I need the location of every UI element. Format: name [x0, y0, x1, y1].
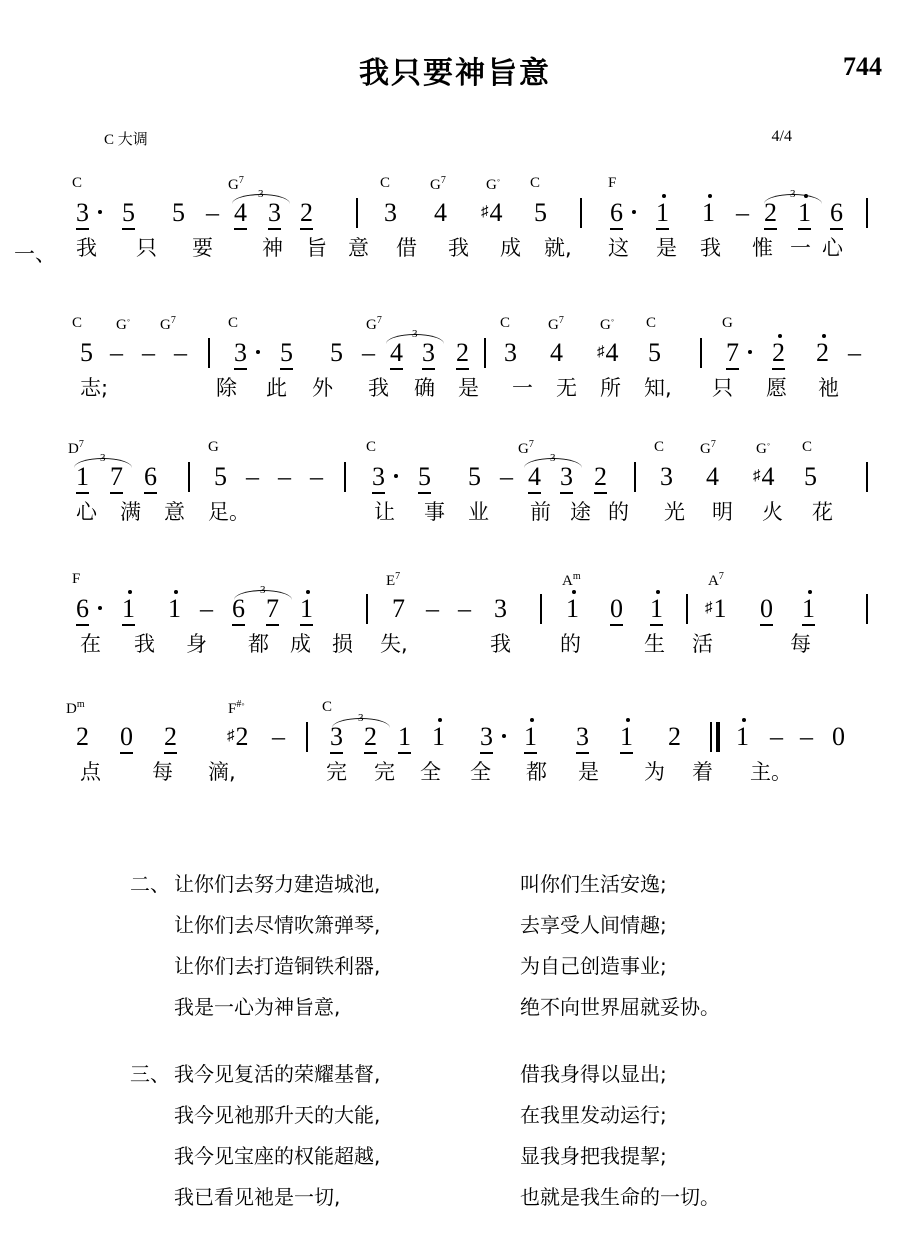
octave-dot-icon — [128, 590, 132, 594]
chord-symbol: F — [72, 571, 81, 587]
lyric-syllable: 滴, — [208, 760, 236, 784]
note-number: 6 — [830, 200, 843, 226]
note-number: 4 — [528, 464, 541, 490]
chord-symbol: $G^7$ — [160, 315, 176, 333]
verse-text-second-half: 为自己创造事业; — [520, 954, 667, 978]
verse-text-first-half: 我今见复活的荣耀基督, — [174, 1062, 381, 1086]
note-number: 4 — [550, 338, 563, 367]
lyric-syllable: 是 — [656, 236, 677, 260]
note-number: 5 — [122, 200, 135, 226]
lyric-syllable: 足。 — [208, 500, 250, 524]
octave-dot-icon — [174, 590, 178, 594]
note-number: 0 — [760, 596, 773, 622]
lyric-syllable: 我 — [76, 236, 97, 260]
lyric-row — [0, 498, 910, 538]
note-dash: – — [770, 722, 783, 751]
triplet-marker: 3 — [790, 188, 796, 200]
note-dash: – — [800, 722, 813, 751]
note-number: 1 — [76, 464, 89, 490]
note-number: 2 — [764, 200, 777, 226]
lyric-syllable: 外 — [312, 376, 333, 400]
lyric-syllable: 我 — [448, 236, 469, 260]
lyric-syllable: 完 — [374, 760, 395, 784]
lyric-syllable: 在 — [80, 632, 101, 656]
note-number: 3 — [384, 198, 397, 227]
chord-symbol: G◦ — [756, 439, 771, 457]
chord-symbol: C — [802, 439, 813, 455]
barline — [344, 462, 346, 492]
music-system — [0, 572, 910, 670]
barline — [700, 338, 702, 368]
note-number: 1 — [566, 594, 579, 623]
lyric-syllable: 光 — [664, 500, 685, 524]
barline — [484, 338, 486, 368]
verse-text-second-half: 绝不向世界屈就妥协。 — [520, 995, 720, 1019]
note-number: 5 — [418, 464, 431, 490]
note-number: 1 — [798, 200, 811, 226]
chord-symbol: C — [654, 439, 665, 455]
music-system — [0, 176, 910, 274]
final-barline — [716, 722, 720, 752]
note-number: 5 — [280, 340, 293, 366]
duration-dot-icon — [256, 350, 260, 354]
chord-symbol: $G^7$ — [518, 439, 534, 457]
note-dash: – — [848, 338, 861, 367]
octave-dot-icon — [438, 718, 442, 722]
music-system — [0, 316, 910, 414]
chord-symbol: C — [72, 315, 83, 331]
chord-symbol: C — [366, 439, 377, 455]
verse-label: 二、 — [130, 872, 170, 896]
octave-dot-icon — [808, 590, 812, 594]
note-number: 3 — [76, 200, 89, 226]
note-number: ♯ 4 — [754, 464, 775, 490]
note-number: 1 — [736, 722, 749, 751]
lyric-syllable: 借 — [396, 236, 417, 260]
note-number: ♯ 2 — [228, 724, 249, 750]
octave-dot-icon — [572, 590, 576, 594]
octave-dot-icon — [708, 194, 712, 198]
note-number: 6 — [76, 596, 89, 622]
music-system — [0, 440, 910, 538]
note-dash: – — [200, 594, 213, 623]
note-number: 5 — [80, 338, 93, 367]
note-number: 3 — [480, 724, 493, 750]
lyric-syllable: 就, — [544, 236, 572, 260]
octave-dot-icon — [804, 194, 808, 198]
octave-dot-icon — [742, 718, 746, 722]
note-number: 4 — [390, 340, 403, 366]
note-number: 3 — [576, 724, 589, 750]
note-number: 1 — [656, 200, 669, 226]
chord-symbol: $D^m$ — [66, 699, 85, 717]
lyric-syllable: 知, — [644, 376, 672, 400]
lyric-syllable: 只 — [712, 376, 733, 400]
lyric-syllable: 着 — [692, 760, 713, 784]
lyric-syllable: 除 — [216, 376, 237, 400]
duration-dot-icon — [98, 210, 102, 214]
verse-text-first-half: 我是一心为神旨意, — [174, 995, 341, 1019]
lyric-row — [0, 758, 910, 798]
verse-line — [130, 991, 830, 1032]
note-number: 2 — [364, 724, 377, 750]
chord-symbol: $G^7$ — [366, 315, 382, 333]
lyric-syllable: 这 — [608, 236, 629, 260]
lyric-syllable: 成 — [290, 632, 311, 656]
chord-symbol: C — [530, 175, 541, 191]
note-number: 3 — [234, 340, 247, 366]
lyric-syllable: 让 — [374, 500, 395, 524]
lyric-syllable: 要 — [192, 236, 213, 260]
duration-dot-icon — [748, 350, 752, 354]
note-number: 1 — [168, 594, 181, 623]
verse-text-first-half: 让你们去努力建造城池, — [174, 872, 381, 896]
note-number: 2 — [772, 340, 785, 366]
verse-line — [130, 950, 830, 991]
lyric-syllable: 意 — [164, 500, 185, 524]
note-number: 2 — [300, 200, 313, 226]
lyric-syllable: 为 — [644, 760, 665, 784]
note-number: 6 — [232, 596, 245, 622]
triplet-marker: 3 — [550, 452, 556, 464]
chord-symbol: G◦ — [600, 315, 615, 333]
note-number: 1 — [802, 596, 815, 622]
verse-text-second-half: 显我身把我提挈; — [520, 1144, 667, 1168]
octave-dot-icon — [306, 590, 310, 594]
chord-symbol: F — [608, 175, 617, 191]
barline — [306, 722, 308, 752]
note-number: 4 — [234, 200, 247, 226]
chord-symbol: $G^7$ — [228, 175, 244, 193]
note-number: 5 — [330, 338, 343, 367]
triplet-marker: 3 — [412, 328, 418, 340]
chord-symbol: G — [722, 315, 733, 331]
note-number: 5 — [648, 338, 661, 367]
note-number: 0 — [610, 596, 623, 622]
octave-dot-icon — [822, 334, 826, 338]
verse-line — [130, 909, 830, 950]
verse-text-first-half: 我今见宝座的权能超越, — [174, 1144, 381, 1168]
note-dash: – — [272, 722, 285, 751]
music-system — [0, 700, 910, 798]
barline — [188, 462, 190, 492]
lyric-syllable: 途 — [570, 500, 591, 524]
lyric-syllable: 旨 — [306, 236, 327, 260]
lyric-syllable: 的 — [560, 632, 581, 656]
lyric-syllable: 火 — [762, 500, 783, 524]
lyric-syllable: 的 — [608, 500, 629, 524]
verse-text-second-half: 也就是我生命的一切。 — [520, 1185, 720, 1209]
chord-symbol: G — [208, 439, 219, 455]
note-number: ♯ 4 — [598, 340, 619, 366]
note-number: 7 — [266, 596, 279, 622]
note-number: 3 — [660, 462, 673, 491]
triplet-marker: 3 — [100, 452, 106, 464]
note-number: 2 — [456, 340, 469, 366]
duration-dot-icon — [632, 210, 636, 214]
lyric-syllable: 损 — [332, 632, 353, 656]
lyric-syllable: 生 — [644, 632, 665, 656]
lyric-row — [0, 374, 910, 414]
lyric-syllable: 此 — [266, 376, 287, 400]
notation-row — [0, 440, 910, 498]
note-number: 1 — [620, 724, 633, 750]
octave-dot-icon — [626, 718, 630, 722]
lyric-syllable: 一 — [512, 376, 533, 400]
note-number: 5 — [534, 198, 547, 227]
triplet-marker: 3 — [358, 712, 364, 724]
lyric-syllable: 明 — [712, 500, 733, 524]
notation-row — [0, 572, 910, 630]
chord-symbol: F#◦ — [228, 699, 245, 717]
barline — [208, 338, 210, 368]
note-number: 3 — [422, 340, 435, 366]
verse-label: 三、 — [130, 1062, 170, 1086]
verse-block — [130, 1058, 830, 1222]
lyric-syllable: 无 — [556, 376, 577, 400]
lyric-syllable: 失, — [380, 632, 408, 656]
lyric-row — [0, 234, 910, 274]
note-number: 7 — [110, 464, 123, 490]
octave-dot-icon — [656, 590, 660, 594]
note-number: 6 — [610, 200, 623, 226]
verse-text-first-half: 让你们去尽情吹箫弹琴, — [174, 913, 381, 937]
verse-text-first-half: 让你们去打造铜铁利器, — [174, 954, 381, 978]
note-number: 1 — [432, 722, 445, 751]
lyric-syllable: 惟 — [752, 236, 773, 260]
lyric-syllable: 主。 — [750, 760, 792, 784]
lyric-syllable: 活 — [692, 632, 713, 656]
octave-dot-icon — [662, 194, 666, 198]
note-number: 3 — [330, 724, 343, 750]
barline — [580, 198, 582, 228]
triplet-marker: 3 — [258, 188, 264, 200]
page-title: 我只要神旨意 — [359, 56, 551, 91]
lyric-syllable: 所 — [600, 376, 621, 400]
chord-symbol: $G^7$ — [700, 439, 716, 457]
lyric-syllable: 点 — [80, 760, 101, 784]
verse-text-second-half: 在我里发动运行; — [520, 1103, 667, 1127]
lyric-syllable: 全 — [420, 760, 441, 784]
lyric-syllable: 都 — [248, 632, 269, 656]
note-number: 1 — [524, 724, 537, 750]
lyric-syllable: 志; — [80, 376, 109, 400]
note-number: 1 — [122, 596, 135, 622]
lyric-syllable: 花 — [812, 500, 833, 524]
time-signature-label: 4/4 — [771, 128, 792, 145]
notation-row — [0, 316, 910, 374]
note-dash: – — [310, 462, 323, 491]
note-number: 5 — [804, 462, 817, 491]
note-dash: – — [278, 462, 291, 491]
note-number: 3 — [268, 200, 281, 226]
lyric-row — [0, 630, 910, 670]
lyric-syllable: 业 — [468, 500, 489, 524]
notation-row — [0, 700, 910, 758]
verse-text-first-half: 我今见祂那升天的大能, — [174, 1103, 381, 1127]
duration-dot-icon — [98, 606, 102, 610]
lyric-syllable: 神 — [262, 236, 283, 260]
lyric-syllable: 每 — [790, 632, 811, 656]
verse-text-first-half: 我已看见祂是一切, — [174, 1185, 341, 1209]
duration-dot-icon — [502, 734, 506, 738]
lyric-syllable: 心 — [76, 500, 97, 524]
note-number: 6 — [144, 464, 157, 490]
verse-text-second-half: 叫你们生活安逸; — [520, 872, 667, 896]
triplet-marker: 3 — [260, 584, 266, 596]
note-number: 0 — [120, 724, 133, 750]
note-dash: – — [206, 198, 219, 227]
verse-text-second-half: 借我身得以显出; — [520, 1062, 667, 1086]
note-number: 5 — [468, 462, 481, 491]
note-number: 0 — [832, 722, 845, 751]
lyric-syllable: 事 — [424, 500, 445, 524]
chord-symbol: $G^7$ — [430, 175, 446, 193]
note-dash: – — [142, 338, 155, 367]
note-number: 5 — [214, 462, 227, 491]
lyric-syllable: 我 — [700, 236, 721, 260]
lyric-syllable: 成 — [500, 236, 521, 260]
barline — [356, 198, 358, 228]
note-number: 2 — [76, 722, 89, 751]
note-number: 1 — [650, 596, 663, 622]
lyric-syllable: 愿 — [766, 376, 787, 400]
note-number: 1 — [398, 724, 411, 750]
lyric-syllable: 祂 — [818, 376, 839, 400]
chord-symbol: G◦ — [486, 175, 501, 193]
note-number: 2 — [164, 724, 177, 750]
lyric-syllable: 前 — [530, 500, 551, 524]
hymn-number: 744 — [843, 52, 882, 81]
verse-line — [130, 1140, 830, 1181]
note-number: 3 — [372, 464, 385, 490]
verse-block — [130, 868, 830, 1032]
note-dash: – — [110, 338, 123, 367]
extra-verses — [130, 868, 830, 1248]
lyric-syllable: 一 — [790, 236, 811, 260]
note-number: 4 — [706, 462, 719, 491]
note-dash: – — [426, 594, 439, 623]
note-dash: – — [736, 198, 749, 227]
chord-symbol: $E^7$ — [386, 571, 401, 589]
note-number: ♯ 4 — [482, 200, 503, 226]
chord-symbol: C — [646, 315, 657, 331]
lyric-syllable: 意 — [348, 236, 369, 260]
verse-text-second-half: 去享受人间情趣; — [520, 913, 667, 937]
note-number: 3 — [504, 338, 517, 367]
note-number: 7 — [392, 594, 405, 623]
notation-row — [0, 176, 910, 234]
octave-dot-icon — [530, 718, 534, 722]
lyric-syllable: 都 — [526, 760, 547, 784]
duration-dot-icon — [394, 474, 398, 478]
note-number: 3 — [560, 464, 573, 490]
barline — [710, 722, 712, 752]
chord-symbol: $A^7$ — [708, 571, 724, 589]
barline — [540, 594, 542, 624]
note-dash: – — [174, 338, 187, 367]
note-dash: – — [246, 462, 259, 491]
note-number: 7 — [726, 340, 739, 366]
lyric-syllable: 我 — [490, 632, 511, 656]
lyric-syllable: 是 — [578, 760, 599, 784]
note-number: 2 — [594, 464, 607, 490]
chord-symbol: $D^7$ — [68, 439, 84, 457]
lyric-syllable: 只 — [136, 236, 157, 260]
note-number: 1 — [300, 596, 313, 622]
note-number: 3 — [494, 594, 507, 623]
note-number: 2 — [668, 722, 681, 751]
barline — [866, 462, 868, 492]
lyric-syllable: 心 — [822, 236, 843, 260]
chord-symbol: $G^7$ — [548, 315, 564, 333]
chord-symbol: C — [322, 699, 333, 715]
note-number: 4 — [434, 198, 447, 227]
verse-marker: 一、 — [14, 242, 56, 266]
chord-symbol: C — [380, 175, 391, 191]
barline — [634, 462, 636, 492]
barline — [866, 594, 868, 624]
lyric-syllable: 身 — [186, 632, 207, 656]
lyric-syllable: 全 — [470, 760, 491, 784]
note-number: 2 — [816, 338, 829, 367]
verse-line — [130, 1099, 830, 1140]
verse-line — [130, 1058, 830, 1099]
note-number: 1 — [702, 198, 715, 227]
verse-line — [130, 1181, 830, 1222]
note-dash: – — [500, 462, 513, 491]
lyric-syllable: 完 — [326, 760, 347, 784]
lyric-syllable: 满 — [120, 500, 141, 524]
lyric-syllable: 每 — [152, 760, 173, 784]
lyric-syllable: 我 — [134, 632, 155, 656]
lyric-syllable: 是 — [458, 376, 479, 400]
chord-symbol: $A^m$ — [562, 571, 581, 589]
chord-symbol: C — [72, 175, 83, 191]
note-number: 5 — [172, 198, 185, 227]
key-signature-label: C 大调 — [104, 132, 148, 148]
lyric-syllable: 确 — [414, 376, 435, 400]
chord-symbol: G◦ — [116, 315, 131, 333]
note-number: ♯ 1 — [706, 596, 727, 622]
chord-symbol: C — [228, 315, 239, 331]
octave-dot-icon — [778, 334, 782, 338]
verse-line — [130, 868, 830, 909]
note-dash: – — [458, 594, 471, 623]
barline — [366, 594, 368, 624]
barline — [686, 594, 688, 624]
lyric-syllable: 我 — [368, 376, 389, 400]
chord-symbol: C — [500, 315, 511, 331]
barline — [866, 198, 868, 228]
note-dash: – — [362, 338, 375, 367]
